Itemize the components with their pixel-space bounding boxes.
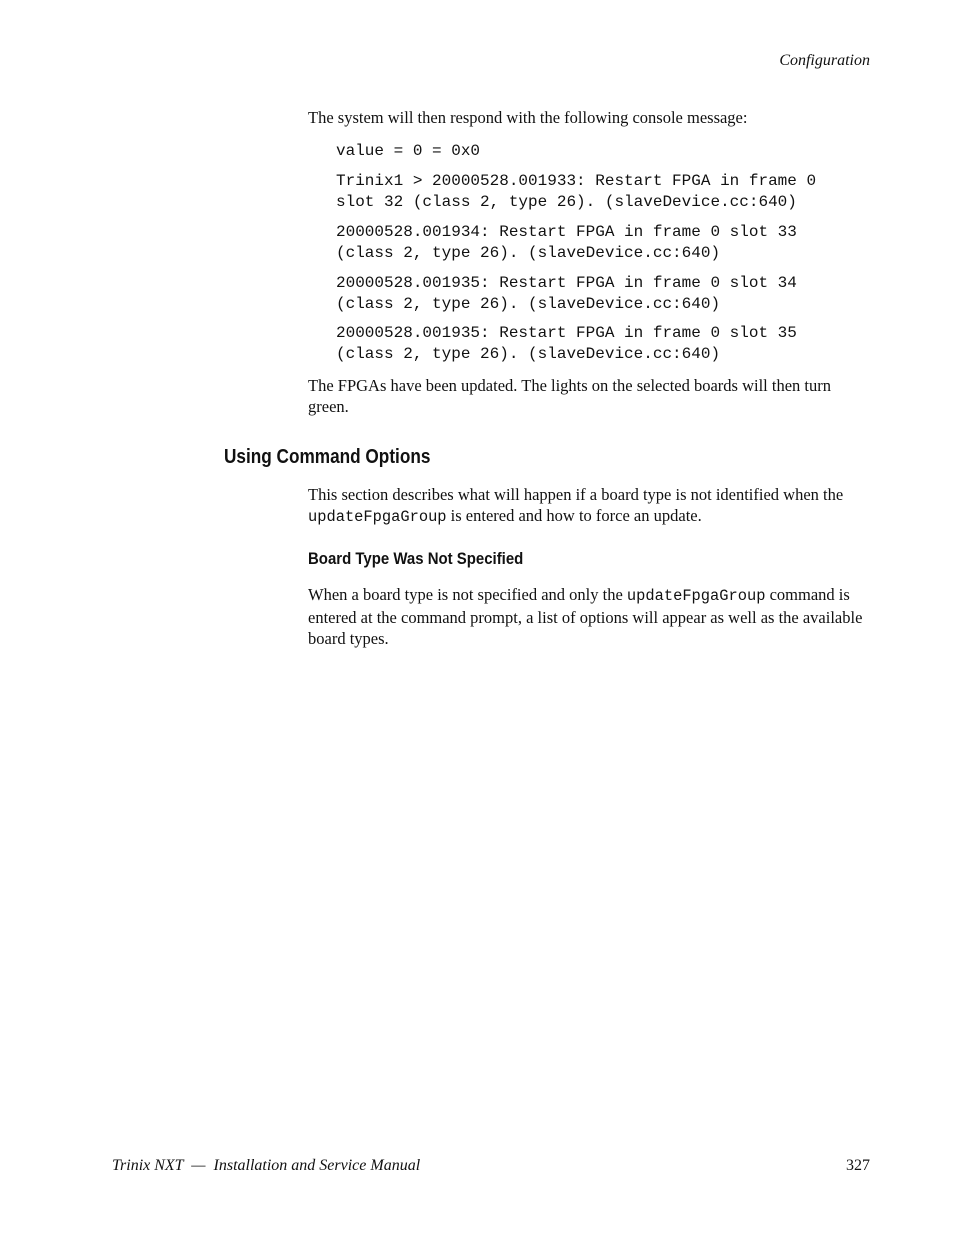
console-output-slot-33: [336, 222, 896, 264]
paragraph-text: is entered and how to force an update.: [446, 506, 702, 525]
console-line: value = 0 = 0x0: [336, 142, 481, 160]
board-type-paragraph: [308, 584, 874, 649]
console-output-slot-34: [336, 273, 896, 315]
fpga-updated-paragraph: The FPGAs have been updated. The lights on the selected boards will then turn green.: [308, 376, 831, 416]
console-line: slot 32 (class 2, type 26). (slaveDevice.cc:640): [336, 193, 797, 211]
paragraph-text: This section describes what will happen if a board type is not identified when the: [308, 485, 844, 504]
console-line: (class 2, type 26). (slaveDevice.cc:640): [336, 244, 721, 262]
footer-manual-title: Trinix NXT — Installation and Service Manual: [112, 1157, 421, 1174]
using-command-options-paragraph: [308, 484, 874, 528]
running-head: Configuration: [779, 52, 870, 69]
paragraph-text: command is entered at the command prompt, a list of options will appear as well as the available board types.: [308, 585, 863, 648]
console-line: 20000528.001935: Restart FPGA in frame 0 slot 35: [336, 324, 797, 342]
section-heading-using-command-options: Using Command Options: [224, 446, 431, 468]
footer-page-number: 327: [846, 1157, 870, 1174]
console-line: 20000528.001935: Restart FPGA in frame 0 slot 34: [336, 274, 797, 292]
command-name: updateFpgaGroup: [626, 587, 766, 605]
paragraph-text: When a board type is not specified and only the: [308, 585, 627, 604]
console-line: (class 2, type 26). (slaveDevice.cc:640): [336, 345, 721, 363]
console-line: 20000528.001934: Restart FPGA in frame 0 slot 33: [336, 223, 797, 241]
intro-paragraph: The system will then respond with the following console message:: [308, 108, 748, 127]
console-output-slot-35: [336, 323, 896, 365]
console-output-value: [336, 141, 896, 162]
console-output-slot-32: [336, 171, 896, 213]
console-line: Trinix1 > 20000528.001933: Restart FPGA in frame 0: [336, 172, 817, 190]
subsection-heading-board-type: Board Type Was Not Specified: [308, 549, 524, 568]
console-line: (class 2, type 26). (slaveDevice.cc:640): [336, 295, 721, 313]
command-name: updateFpgaGroup: [308, 508, 447, 526]
